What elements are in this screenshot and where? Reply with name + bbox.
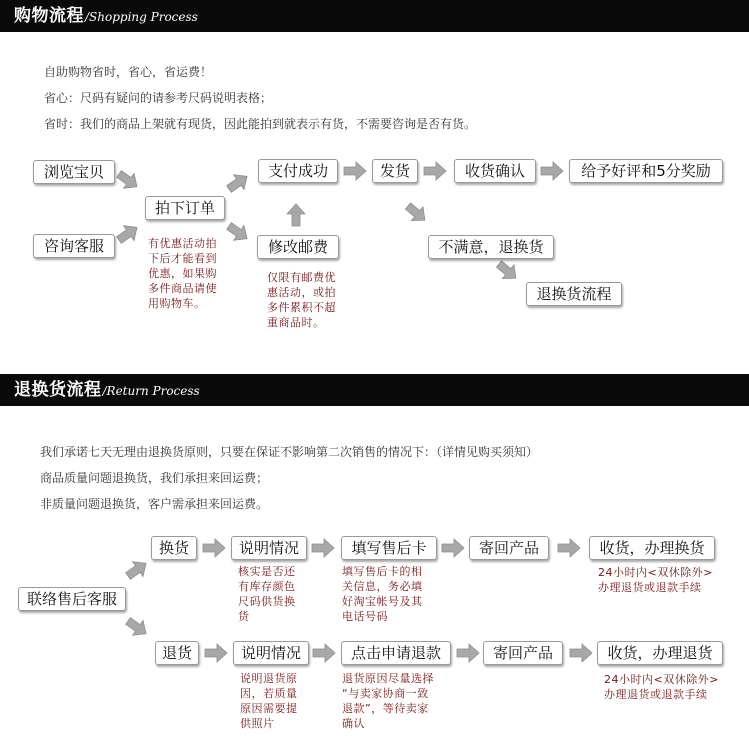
explain-box-exchange: 说明情况 <box>231 536 307 560</box>
exchange-box: 换货 <box>151 536 197 560</box>
note-line: 退款”，等待卖家 <box>342 702 429 715</box>
note-line: 有优惠活动拍 <box>148 237 217 250</box>
note-line: 供照片 <box>240 717 275 730</box>
shopping-intro-line: 自助购物省时，省心，省运费！ <box>44 65 213 79</box>
review-box: 给予好评和5分奖励 <box>569 159 723 183</box>
note-line: 核实是否还 <box>238 565 296 578</box>
note-line: 确认 <box>342 717 365 730</box>
note-line: 尺码供货换 <box>238 595 296 608</box>
return-title-en: /Return Process <box>102 384 200 398</box>
return-flow-box: 退换货流程 <box>526 282 622 306</box>
apply-refund-note <box>342 671 434 731</box>
return-intro-line: 我们承诺七天无理由退换货原则，只要在保证不影响第二次销售的情况下：（详情见购买须知） <box>40 445 539 459</box>
order-note <box>148 236 217 311</box>
note-line: 用购物车。 <box>148 297 206 310</box>
arrow-icon <box>312 539 334 557</box>
explain-exchange-note <box>238 564 296 624</box>
exchange-done-box: 收货，办理换货 <box>589 536 715 560</box>
note-line: 填写售后卡的相 <box>342 565 423 578</box>
shopping-title-en: /Shopping Process <box>85 10 198 24</box>
refund-done-box: 收货，办理退货 <box>597 641 723 665</box>
refund-done-note <box>604 672 719 702</box>
note-line: 有库存颜色 <box>238 580 296 593</box>
note-line: 惠活动，或拍 <box>267 286 336 299</box>
note-line: 原因需要提 <box>240 702 298 715</box>
browse-box: 浏览宝贝 <box>33 160 115 184</box>
arrow-icon <box>114 220 142 247</box>
arrow-icon <box>402 199 430 227</box>
arrow-icon <box>570 644 592 662</box>
return-process-header <box>0 374 749 406</box>
arrow-icon <box>541 162 563 180</box>
note-line: 关信息，务必填 <box>342 580 423 593</box>
arrow-icon <box>493 257 521 285</box>
return-intro <box>40 439 538 517</box>
note-line: 仅限有邮费优 <box>267 271 336 284</box>
confirm-box: 收货确认 <box>454 159 536 183</box>
arrow-icon <box>123 556 151 583</box>
return-title: 退换货流程 <box>14 380 102 400</box>
arrow-icon <box>203 539 225 557</box>
note-line: 多件商品请使 <box>148 282 217 295</box>
note-line: 24小时内<双休除外> <box>598 566 713 579</box>
arrow-icon <box>558 539 580 557</box>
send-back-box-exchange: 寄回产品 <box>469 536 549 560</box>
note-line: 24小时内<双休除外> <box>604 673 719 686</box>
contact-service-box: 联络售后客服 <box>18 587 126 611</box>
arrow-icon <box>114 167 142 194</box>
shopping-title: 购物流程 <box>14 6 84 26</box>
note-line: 办理退货或退款手续 <box>598 581 702 594</box>
apply-refund-box: 点击申请退款 <box>341 641 451 665</box>
note-line: 下后才能看到 <box>148 252 217 265</box>
refund-box: 退货 <box>155 641 199 665</box>
note-line: 说明退货原 <box>240 672 298 685</box>
consult-box: 咨询客服 <box>33 234 115 258</box>
note-line: 好淘宝帐号及其 <box>342 595 423 608</box>
modify-box: 修改邮费 <box>257 235 339 259</box>
arrow-icon <box>224 219 252 246</box>
return-intro-line: 非质量问题退换货，客户需承担来回运费。 <box>40 497 269 511</box>
shopping-intro-line: 省时：我们的商品上架就有现货，因此能拍到就表示有货，不需要咨询是否有货。 <box>44 117 477 131</box>
send-back-box-refund: 寄回产品 <box>483 641 563 665</box>
arrow-icon <box>287 204 305 226</box>
arrow-icon <box>313 644 335 662</box>
note-line: 办理退货或退款手续 <box>604 688 708 701</box>
unhappy-box: 不满意，退换货 <box>428 235 554 259</box>
note-line: 退货原因尽量选择 <box>342 672 434 685</box>
note-line: 货 <box>238 610 250 623</box>
order-box: 拍下订单 <box>145 196 225 220</box>
exchange-done-note <box>598 565 713 595</box>
arrow-icon <box>344 162 366 180</box>
modify-note <box>267 270 336 330</box>
ship-box: 发货 <box>372 159 418 183</box>
pay-box: 支付成功 <box>258 159 338 183</box>
fill-card-box: 填写售后卡 <box>341 536 437 560</box>
arrow-icon <box>123 614 151 641</box>
note-line: “与卖家协商一致 <box>342 687 429 700</box>
return-intro-line: 商品质量问题退换货，我们承担来回运费； <box>40 471 269 485</box>
arrow-icon <box>442 539 464 557</box>
explain-box-refund: 说明情况 <box>233 641 309 665</box>
note-line: 重商品时。 <box>267 316 325 329</box>
arrow-icon <box>205 644 227 662</box>
note-line: 多件累积不超 <box>267 301 336 314</box>
note-line: 优惠，如果购 <box>148 267 217 280</box>
note-line: 电话号码 <box>342 610 388 623</box>
arrow-icon <box>424 162 446 180</box>
fill-card-note <box>342 564 423 624</box>
note-line: 因，若质量 <box>240 687 298 700</box>
shopping-intro-line: 省心：尺码有疑问的请参考尺码说明表格； <box>44 91 273 105</box>
arrow-icon <box>457 644 479 662</box>
arrow-icon <box>224 169 252 196</box>
explain-refund-note <box>240 671 298 731</box>
